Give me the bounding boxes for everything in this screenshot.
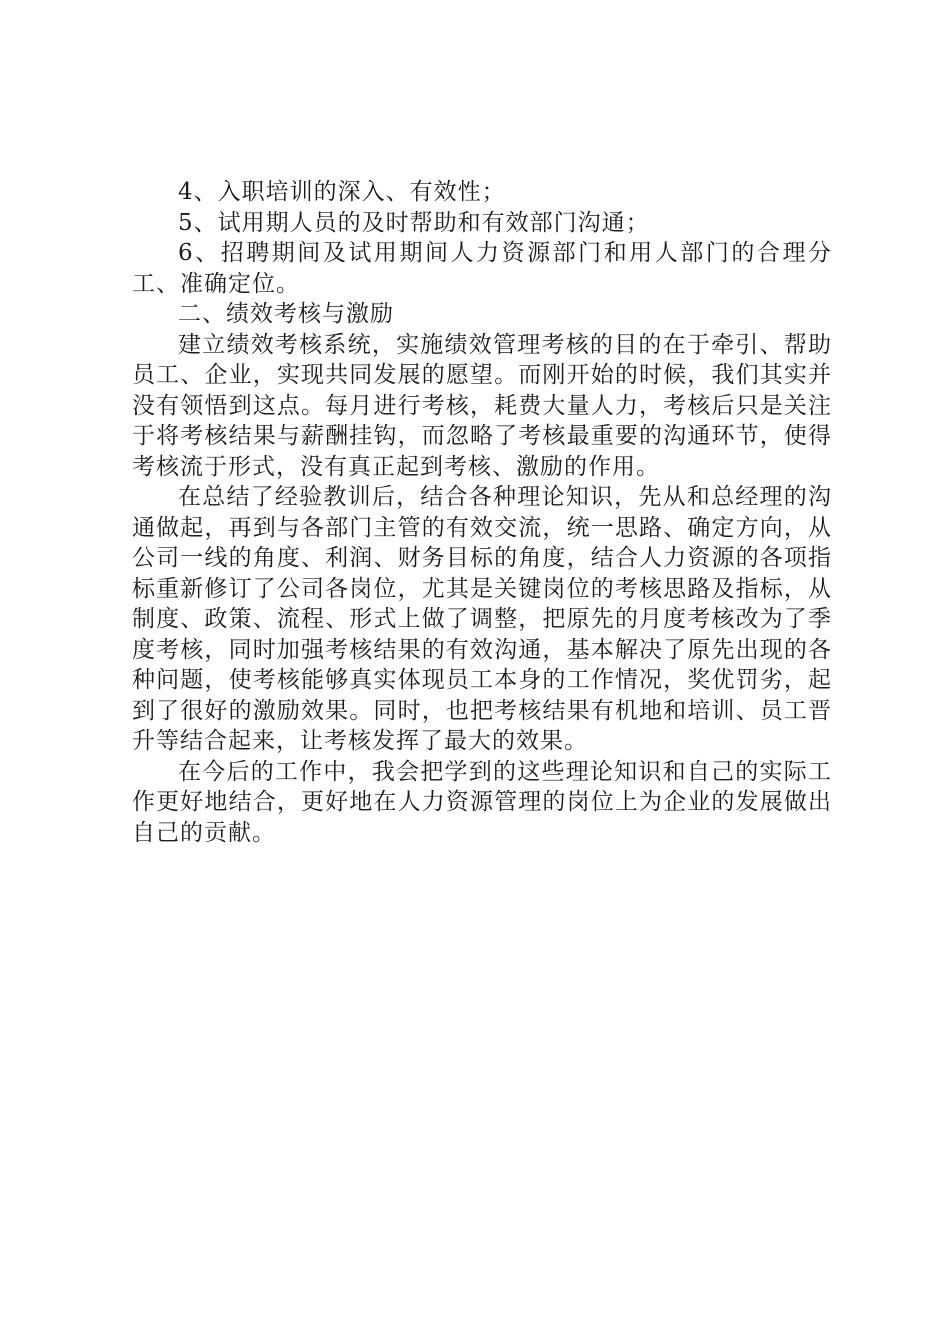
list-item-6: 6、招聘期间及试用期间人力资源部门和用人部门的合理分工、准确定位。 xyxy=(132,240,832,297)
section-heading: 二、绩效考核与激励 xyxy=(178,301,394,327)
body-paragraph-3: 在今后的工作中，我会把学到的这些理论知识和自己的实际工作更好地结合，更好地在人力资源管理的岗位上为企业的发展做出自己的贡献。 xyxy=(132,758,832,846)
list-item-5: 5、试用期人员的及时帮助和有效部门沟通； xyxy=(178,209,650,236)
body-paragraph-1: 建立绩效考核系统，实施绩效管理考核的目的在于牵引、帮助员工、企业，实现共同发展的愿望。而刚开始的时候，我们其实并没有领悟到这点。每月进行考核，耗费大量人力，考核后只是关注于将考核结果与薪酬挂钩，而忽略了考核最重要的沟通环节，使得考核流于形式，没有真正起到考核、激励的作用。 xyxy=(132,331,832,480)
document-page xyxy=(132,177,832,848)
list-item-4: 4、入职培训的深入、有效性； xyxy=(178,179,506,205)
body-paragraph-2: 在总结了经验教训后，结合各种理论知识，先从和总经理的沟通做起，再到与各部门主管的有效交流，统一思路、确定方向，从公司一线的角度、利润、财务目标的角度，结合人力资源的各项指标重新修订了公司各岗位，尤其是关键岗位的考核思路及指标，从制度、政策、流程、形式上做了调整，把原先的月度考核改为了季度考核，同时加强考核结果的有效沟通，基本解决了原先出现的各种问题，使考核能够真实体现员工本身的工作情况，奖优罚劣，起到了很好的激励效果。同时，也把考核结果有机地和培训、员工晋升等结合起来，让考核发挥了最大的效果。 xyxy=(132,484,832,754)
